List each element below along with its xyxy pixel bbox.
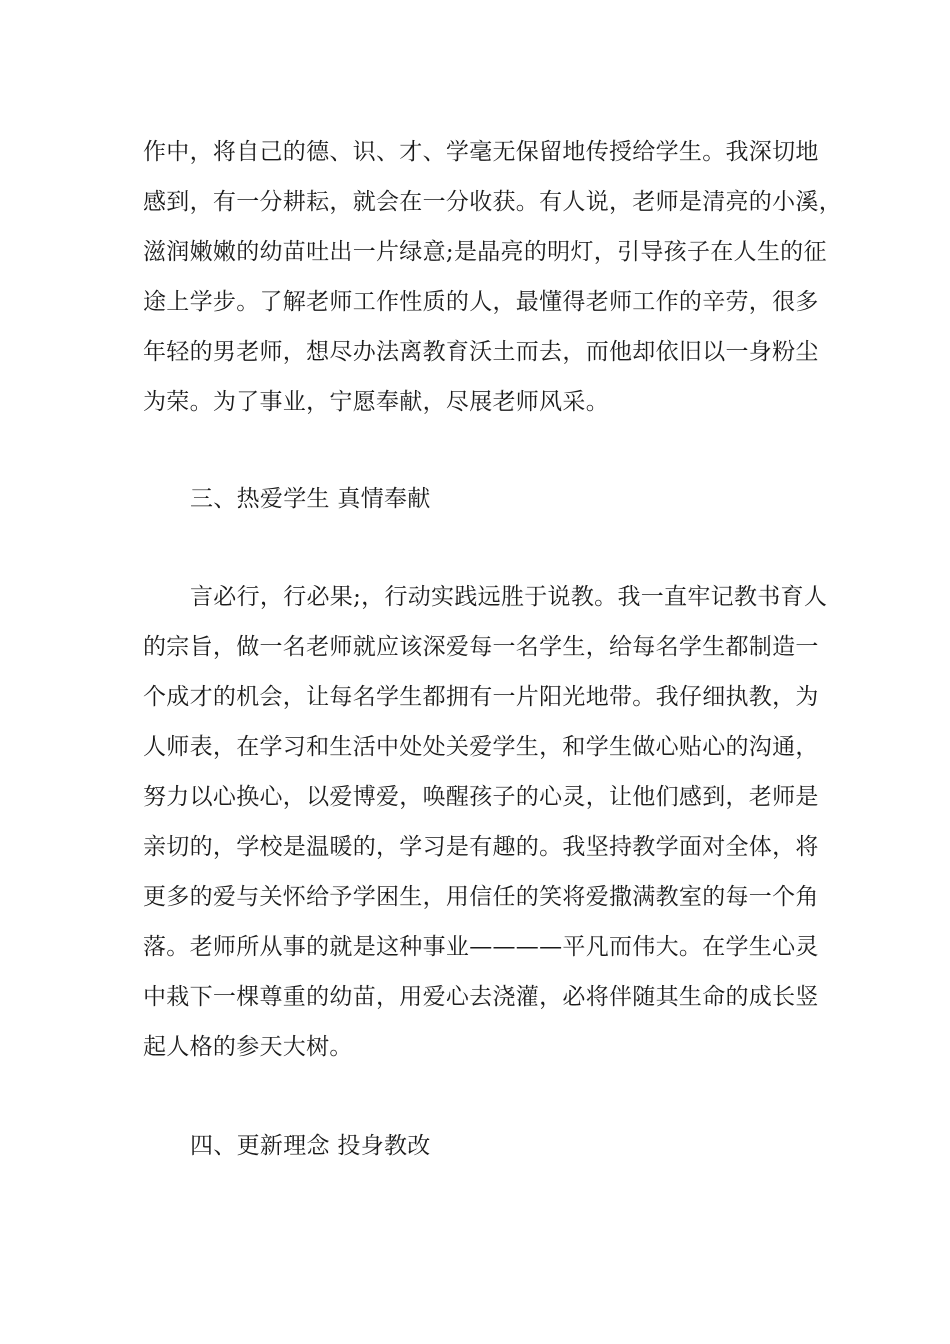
- paragraph-line: 滋润嫩嫩的幼苗吐出一片绿意;是晶亮的明灯，引导孩子在人生的征: [143, 239, 827, 265]
- paragraph-line: 亲切的，学校是温暖的，学习是有趣的。我坚持教学面对全体，将: [143, 834, 819, 860]
- paragraph-line: 的宗旨，做一名老师就应该深爱每一名学生，给每名学生都制造一: [143, 634, 819, 660]
- paragraph-line: 途上学步。了解老师工作性质的人，最懂得老师工作的辛劳，很多: [143, 289, 819, 315]
- paragraph-line: 人师表，在学习和生活中处处关爱学生，和学生做心贴心的沟通，: [143, 734, 819, 760]
- paragraph-line: 落。老师所从事的就是这种事业————平凡而伟大。在学生心灵: [143, 934, 819, 960]
- paragraph-line: 起人格的参天大树。: [143, 1034, 353, 1060]
- paragraph-line: 更多的爱与关怀给予学困生，用信任的笑将爱撒满教室的每一个角: [143, 884, 819, 910]
- paragraph-line: 年轻的男老师，想尽办法离教育沃土而去，而他却依旧以一身粉尘: [143, 339, 819, 365]
- section-heading: 三、热爱学生 真情奉献: [190, 486, 431, 512]
- section-heading: 四、更新理念 投身教改: [190, 1133, 431, 1159]
- paragraph-line: 个成才的机会，让每名学生都拥有一片阳光地带。我仔细执教，为: [143, 684, 819, 710]
- paragraph-line: 为荣。为了事业，宁愿奉献，尽展老师风采。: [143, 389, 609, 415]
- paragraph-line: 中栽下一棵尊重的幼苗，用爱心去浇灌，必将伴随其生命的成长竖: [143, 984, 819, 1010]
- paragraph-line: 感到，有一分耕耘，就会在一分收获。有人说，老师是清亮的小溪，: [143, 189, 842, 215]
- paragraph-line: 言必行，行必果;，行动实践远胜于说教。我一直牢记教书育人: [190, 584, 828, 610]
- paragraph-line: 努力以心换心，以爱博爱，唤醒孩子的心灵，让他们感到，老师是: [143, 784, 819, 810]
- paragraph-line: 作中，将自己的德、识、才、学毫无保留地传授给学生。我深切地: [143, 139, 819, 165]
